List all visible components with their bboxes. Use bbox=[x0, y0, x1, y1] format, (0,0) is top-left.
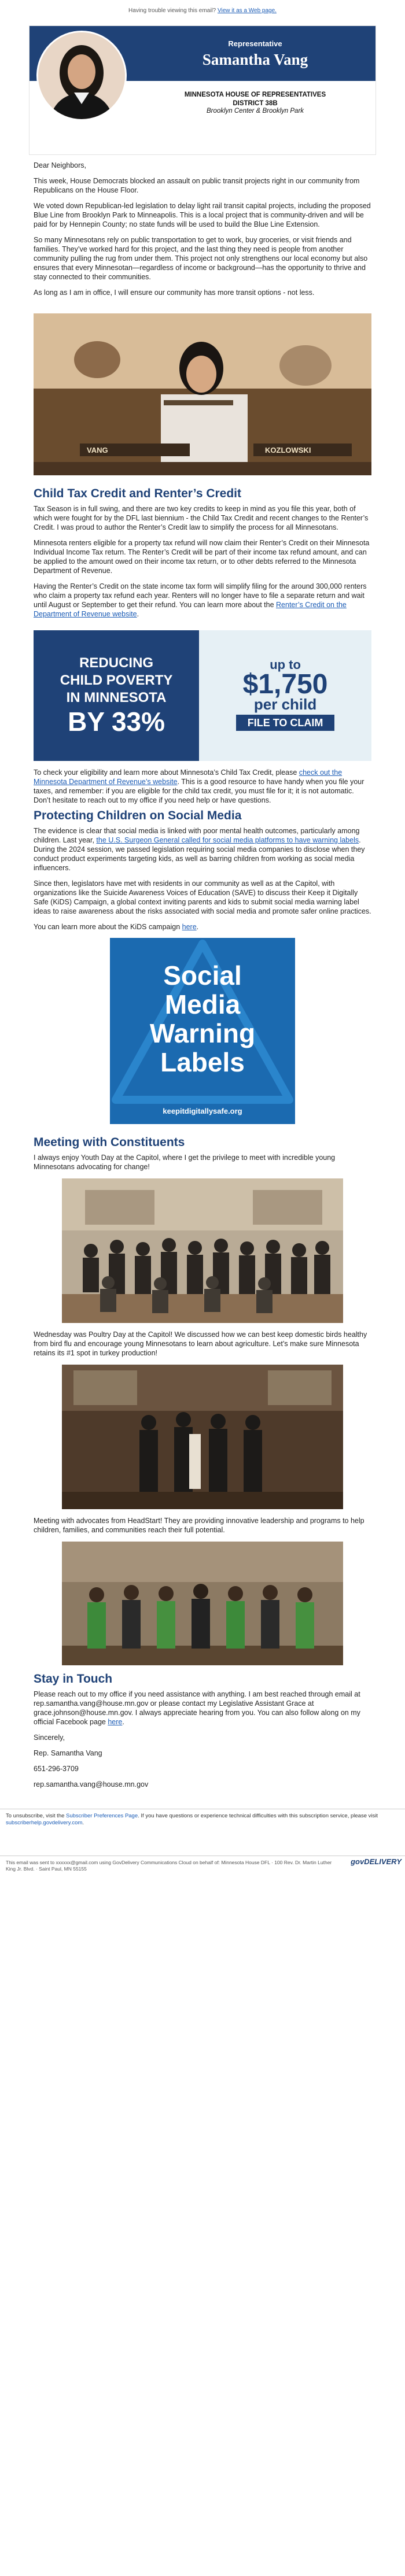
child-tax-paragraph-3 bbox=[34, 582, 371, 619]
nameplate-vang: VANG bbox=[87, 446, 108, 454]
signature-name: Rep. Samantha Vang bbox=[34, 1749, 102, 1757]
surgeon-general-link[interactable]: the U.S. Surgeon General called for social media platforms to have warning labels bbox=[96, 836, 359, 844]
intro-paragraph-4: As long as I am in office, I will ensure our community has more transit options - not less. bbox=[34, 289, 315, 297]
poster-line-1: Social bbox=[163, 960, 242, 991]
banner-left-panel bbox=[34, 630, 199, 761]
child-tax-paragraph-1: Tax Season is in full swing, and there are two key credits to keep in mind as you file this year, both of which were fought for by the DFL last biennium - the Child Tax Credit and recent changes to the Renter’s Credit. I was proud to author the Renter’s Credit law to simplify the process for all Minnesotans. bbox=[34, 505, 369, 531]
child-tax-p3-text: Having the Renter’s Credit on the state income tax form will simplify filing for the around 300,000 renters who claim a property tax refund each year. Renters will no longer have to file a separate return and wait until August or September to get their refund. You can learn more about the bbox=[34, 582, 367, 609]
banner-line-4: BY 33% bbox=[68, 707, 165, 737]
poster-line-3: Warning bbox=[149, 1018, 256, 1048]
house-line: MINNESOTA HOUSE OF REPRESENTATIVES bbox=[184, 91, 326, 98]
intro-paragraph-3: So many Minnesotans rely on public transportation to get to work, buy groceries, or visit friends and families. They’ve worked hard for this project, and the last thing they need is people from another community pulling the rug from under them. This project not only strengthens our local economy but also ensures that every Minnesotan—regardless of income or background—has the opportunity to thrive and stay connected to their communities. bbox=[34, 236, 368, 281]
representative-photo bbox=[36, 31, 127, 121]
header-subtitle: Representative bbox=[228, 39, 282, 48]
youth-day-photo bbox=[62, 1178, 343, 1323]
greeting: Dear Neighbors, bbox=[34, 161, 87, 169]
stay-in-touch-heading: Stay in Touch bbox=[34, 1672, 113, 1686]
social-p3-end: . bbox=[196, 923, 199, 931]
child-tax-heading: Child Tax Credit and Renter’s Credit bbox=[34, 487, 241, 500]
stay-p1-end: . bbox=[122, 1718, 124, 1726]
social-paragraph-3 bbox=[34, 922, 371, 932]
house-floor-photo bbox=[34, 313, 371, 475]
constituents-paragraph-2: Wednesday was Poultry Day at the Capitol! We discussed how we can best keep domestic birds healthy from bird flu and encourage young Minnesotans to learn about agriculture. Let’s make sure Minnesota retains its #1 spot in turkey production! bbox=[34, 1330, 367, 1357]
child-tax-p4-end: . This is a good resource to have handy when you file your taxes, and remember: if you are eligible for the child tax credit, you must file for it; it is not automatic. Don’t hesitate to reach out to my office if you need help or have questions. bbox=[34, 778, 365, 804]
file-to-claim-badge: FILE TO CLAIM bbox=[236, 715, 335, 731]
child-tax-p4-text: To check your eligibility and learn more about Minnesota’s Child Tax Credit, please bbox=[34, 768, 299, 777]
intro-paragraph-2: We voted down Republican-led legislation to delay light rail transit capital projects, including the proposed Blue Line from Brooklyn Park to Minneapolis. This is a local project that is community-driven and will be paid for by Hennepin County; no state funds will be used to build the Blue Line Extension. bbox=[34, 202, 371, 228]
renters-credit-link[interactable]: Renter’s Credit on the Department of Revenue website bbox=[34, 601, 347, 618]
sincerely: Sincerely, bbox=[34, 1734, 65, 1742]
top-notice-text: Having trouble viewing this email? bbox=[128, 8, 216, 14]
mn-revenue-link[interactable]: check out the Minnesota Department of Revenue’s website bbox=[34, 768, 343, 786]
intro-paragraph-1: This week, House Democrats blocked an assault on public transit projects right in our community from Republicans on the House Floor. bbox=[34, 177, 360, 194]
footer-text: To unsubscribe, visit the bbox=[6, 1813, 67, 1819]
stay-paragraph-1 bbox=[34, 1690, 371, 1727]
banner-line-1: REDUCING bbox=[79, 655, 154, 671]
social-p3-text: You can learn more about the KiDS campaign bbox=[34, 923, 182, 931]
banner-upto: up to bbox=[270, 657, 301, 672]
bottom-bar bbox=[0, 1856, 405, 1878]
constituents-paragraph-3: Meeting with advocates from HeadStart! They are providing innovative leadership and programs to help children, families, and communities reach their full potential. bbox=[34, 1517, 365, 1534]
social-p1-text: The evidence is clear that social media is linked with poor mental health outcomes, particularly among children. Last year, bbox=[34, 827, 360, 844]
govdelivery-logo: govDELIVERY bbox=[351, 1857, 402, 1866]
house-title bbox=[139, 91, 371, 108]
nameplate-kozlowski: KOZLOWSKI bbox=[265, 446, 311, 454]
social-paragraph-1 bbox=[34, 826, 371, 873]
subscriber-preferences-link[interactable]: Subscriber Preferences Page bbox=[66, 1813, 138, 1819]
social-p1-end: . During the 2024 session, we passed legislation requiring social media companies to disclose when they conduct product experiments targeting kids, as well as barring children from working as social media influencers. bbox=[34, 836, 365, 872]
view-web-page-link[interactable]: View it as a Web page. bbox=[218, 8, 277, 14]
email-address: rep.samantha.vang@house.mn.gov bbox=[34, 1780, 149, 1788]
banner-line-3: IN MINNESOTA bbox=[66, 690, 167, 705]
top-notice bbox=[0, 0, 405, 25]
sent-to-text: This email was sent to xxxxxx@gmail.com using GovDelivery Communications Cloud on behalf of: Minnesota House DFL · 100 Rev. Dr. Martin Luther King Jr. Blvd. · Saint Paul, MN 55155 bbox=[6, 1860, 332, 1872]
constituents-paragraph-1: I always enjoy Youth Day at the Capitol, where I get the privilege to meet with incredible young Minnesotans advocating for change! bbox=[34, 1154, 336, 1171]
district-line: DISTRICT 38B bbox=[233, 100, 278, 107]
child-tax-credit-banner bbox=[34, 630, 371, 761]
poster-line-2: Media bbox=[164, 989, 241, 1019]
content bbox=[29, 155, 376, 1789]
footer-text-end: . bbox=[82, 1820, 84, 1826]
social-media-heading: Protecting Children on Social Media bbox=[34, 809, 242, 822]
banner-right-panel bbox=[199, 630, 371, 761]
kids-campaign-link[interactable]: here bbox=[182, 923, 197, 931]
header-banner bbox=[29, 25, 376, 155]
social-paragraph-2: Since then, legislators have met with residents in our community as well as at the Capitol, with organizations like the Suicide Awareness Voices of Education (SAVE) to discuss their Keep it Digitally Safe (KiDS) Campaign, a global context inviting parents and kids to submit social media warning label ideas to raise awareness about the risks associated with social media and promote safer online practices. bbox=[34, 879, 371, 915]
header-name: Samantha Vang bbox=[202, 51, 308, 68]
poultry-day-photo bbox=[62, 1365, 343, 1509]
cities-line: Brooklyn Center & Brooklyn Park bbox=[206, 108, 304, 114]
child-tax-paragraph-4 bbox=[34, 768, 371, 805]
child-tax-paragraph-2: Minnesota renters eligible for a property tax refund will now claim their Renter’s Credit on their Minnesota Individual Income Tax return. The Renter’s Credit will be part of their income tax refund amount, and can be applied to the amount owed on their income tax return, or to other debts referred to the Minnesota Department of Revenue. bbox=[34, 539, 370, 575]
social-media-warning-poster bbox=[110, 938, 295, 1124]
facebook-link[interactable]: here bbox=[108, 1718, 123, 1726]
poster-line-4: Labels bbox=[160, 1047, 245, 1077]
phone-number: 651-296-3709 bbox=[34, 1765, 79, 1773]
footer-text-mid: . If you have questions or experience technical difficulties with this subscription service, please visit bbox=[138, 1813, 378, 1819]
subscriber-help-link[interactable]: subscriberhelp.govdelivery.com bbox=[6, 1820, 83, 1826]
banner-line-2: CHILD POVERTY bbox=[60, 672, 173, 688]
headstart-photo bbox=[62, 1542, 343, 1665]
poster-title bbox=[110, 961, 295, 1077]
banner-per-child: per child bbox=[253, 696, 317, 713]
constituents-heading: Meeting with Constituents bbox=[34, 1136, 185, 1149]
poster-url: keepitdigitallysafe.org bbox=[163, 1107, 242, 1115]
child-tax-p3-end: . bbox=[137, 610, 139, 618]
email-body bbox=[29, 25, 376, 1789]
footer bbox=[0, 1809, 405, 1832]
stay-p1-text: Please reach out to my office if you need assistance with anything. I am best reached through email at rep.samantha.vang@house.mn.gov or please contact my Legislative Assistant Grace at grace.johnson@house.mn.gov. I always appreciate hearing from you. You can also follow along on my official Facebook page bbox=[34, 1690, 360, 1726]
banner-amount: $1,750 bbox=[242, 669, 328, 700]
